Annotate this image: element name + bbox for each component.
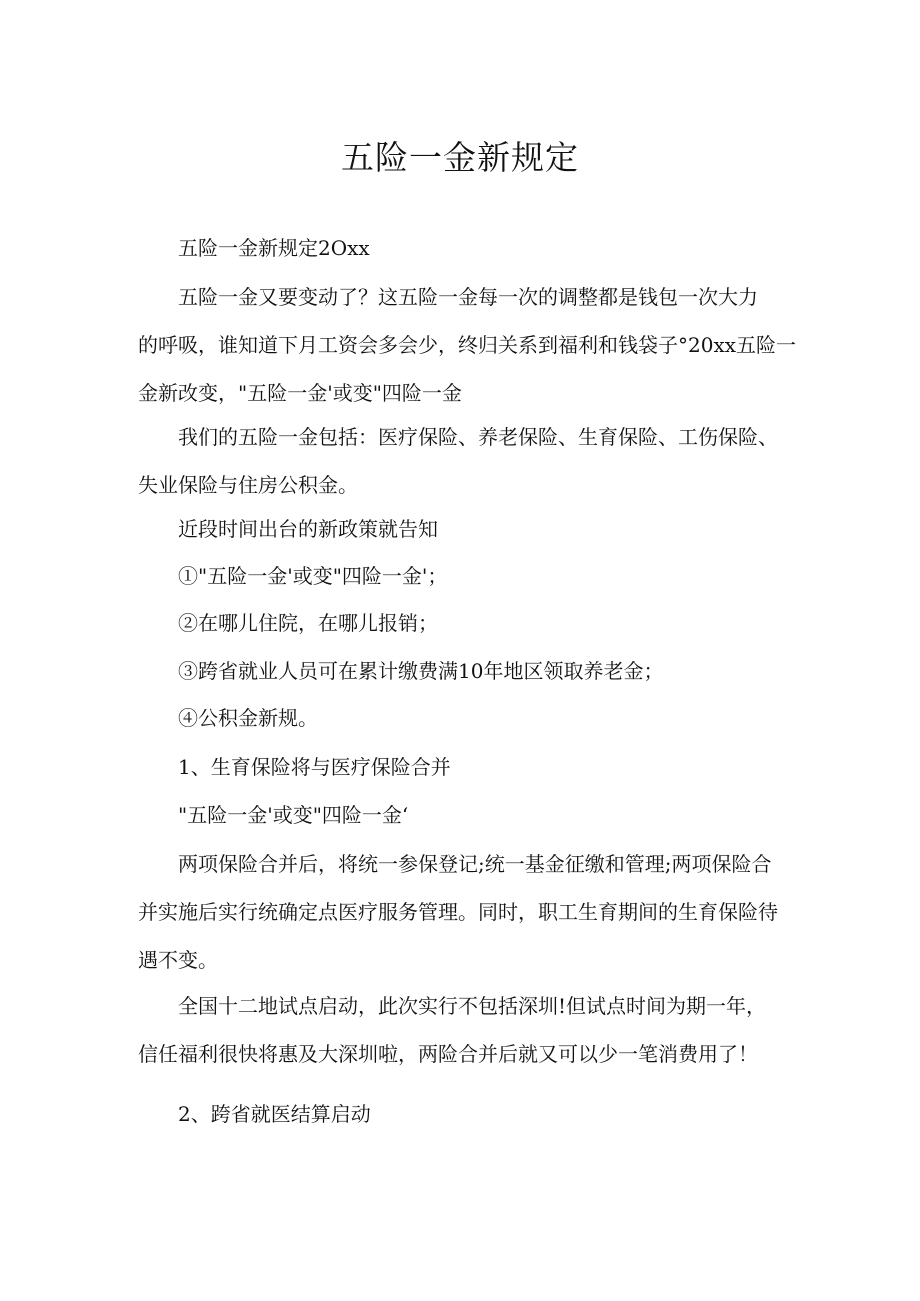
paragraph-p4 [138,505,788,553]
paragraph-p2 [138,273,797,417]
text-line: "五险一金'或变"四险一金‘ [178,803,409,827]
text-line: 近段时间出台的新政策就告知 [178,517,438,541]
paragraph-p1 [138,224,788,272]
text-line: 2、跨省就医结算启动 [178,1102,371,1126]
paragraph-p7 [138,647,788,695]
paragraph-p12 [138,982,788,1078]
text-line: 全国十二地试点启动，此次实行不包括深圳!但试点时间为期一年， [178,994,767,1018]
text-line: ②在哪儿住院，在哪儿报销； [178,611,438,635]
text-line: 五险一金又要变动了？这五险一金每一次的调整都是钱包一次大力 [178,285,758,309]
text-line: 1、生育保险将与医疗保险合并 [178,755,451,779]
paragraph-p13 [138,1090,788,1138]
text-line: ③跨省就业人员可在累计缴费满10年地区领取养老金； [178,659,664,683]
text-line: 金新改变，"五险一金'或变"四险一金 [138,381,462,405]
text-line: 遇不变。 [138,948,218,972]
text-line: 五险一金新规定2Oxx [178,236,370,260]
paragraph-p11 [138,840,788,984]
text-line: 的呼吸，谁知道下月工资会多会少，终归关系到福利和钱袋子°20xx五险一 [138,333,797,357]
paragraph-p8 [138,694,788,742]
text-line: ①"五险一金'或变"四险一金'； [178,564,448,588]
document-title: 五险一金新规定 [341,138,579,177]
text-line: 信任福利很快将惠及大深圳啦，两险合并后就又可以少一笔消费用了！ [138,1042,758,1066]
text-line: 失业保险与住房公积金。 [138,473,358,497]
text-line: 并实施后实行统确定点医疗服务管理。同时，职工生育期间的生育保险待 [138,900,778,924]
text-line: ④公积金新规。 [178,706,318,730]
paragraph-p10 [138,791,788,839]
paragraph-p5 [138,552,788,600]
text-line: 我们的五险一金包括：医疗保险、养老保险、生育保险、工伤保险、 [178,425,778,449]
text-line: 两项保险合并后，将统一参保登记;统一基金征缴和管理;两项保险合 [178,852,772,876]
paragraph-p9 [138,743,788,791]
paragraph-p6 [138,599,788,647]
paragraph-p3 [138,413,788,509]
